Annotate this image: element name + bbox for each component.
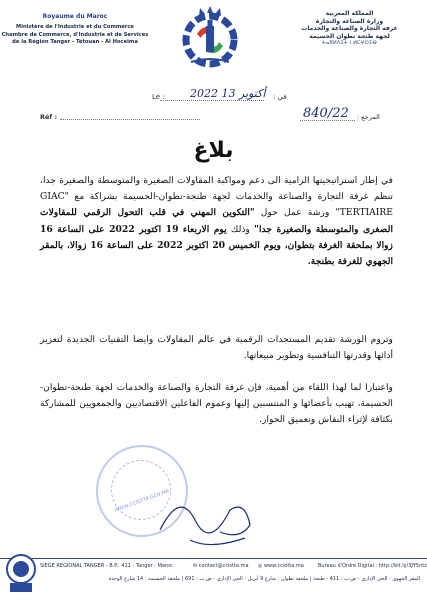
stamp-website-text: WWW.CCISTTA.GOV.MA — [113, 488, 171, 514]
ministry-ar: وزارة الصناعة والتجارة — [315, 17, 384, 25]
chamber-fr-line1: Chambre de Commerce, d'Industrie et de Services — [1, 32, 149, 39]
chamber-tifinagh: ⵜⴰⴳⵍⴷⵉⵜ ⵏ ⵍⵎⵖⵔⵉⴱ — [321, 40, 378, 47]
ref-label-fr: Réf : — [40, 113, 58, 121]
footer-email-text: contact@ccistta.ma — [198, 563, 249, 569]
header-right — [272, 10, 427, 48]
ref-label-ar: المرجع : — [357, 113, 380, 121]
chamber-logo — [173, 4, 248, 74]
globe-icon: ◎ — [258, 563, 263, 569]
workshop-title: "التكوين المهني في قلب التحول الرقمي للمقاولات الصغرى والمتوسطة والصغيرة جدا" — [40, 207, 393, 235]
signature — [150, 470, 270, 560]
mail-icon: ✉ — [193, 563, 198, 569]
document-title: بلاغ — [193, 138, 234, 163]
paragraph-1 — [40, 173, 393, 270]
footer-bureau: Bureau d'Ordre Digital : http://bit.ly/3JY5ntz — [318, 563, 427, 569]
ref-value-dotted-line — [300, 120, 355, 121]
chamber-ar-line1: غرفة التجارة والصناعة والخدمات — [301, 25, 398, 33]
paragraph-2: وتروم الورشة تقديم المستجدات الرقمية في عالم المقاولات وايضا التقنيات الجديدة لتعزيز أدائها وقدرتها التنافسية وتطوير مبيعاتها. — [40, 334, 393, 362]
ministry-fr: Ministère de l'Industrie et du Commerce — [16, 23, 134, 30]
certification-badge-icon — [4, 552, 38, 594]
paragraph-1-intro: في إطار استراتيجيتها الرامية الى دعم ومواكبة المقاولات الصغيرة والمتوسطة والصغيرة جدا، تنظم غرفة التجارة والصناعة والخدمات لجهة طنجة-تطوان-الحسيمة بشراكة مع "GIAC TERTIAIRE" ورشة عمل حول — [40, 175, 393, 219]
date-label-ar: في : — [273, 93, 287, 101]
chamber-ar-line2: لجهة طنجة تطوان الحسيمة — [309, 32, 390, 40]
footer-arabic-addresses: المقر الجهوي - الحي الإداري - ص.ب : 411 - طنجة | ملحقة تطوان : شارع 9 أبريل - الحي الإداري - ص.ب : 691 | ملحقة الحسيمة : 14 شارع الوحدة — [108, 576, 420, 582]
date-label-fr: Le : — [152, 93, 165, 101]
footer-siege: SIEGE REGIONAL TANGER - B.P.: 411 - Tanger - Maroc — [40, 563, 173, 569]
kingdom-ar: المملكة المغربية — [325, 10, 374, 17]
kingdom-fr: Royaume du Maroc — [42, 13, 108, 20]
date-dotted-line — [160, 100, 264, 101]
chamber-fr-line2: de la Région Tanger - Tétouan - Al Hoceima — [12, 38, 138, 45]
date-value: 2022 أكتوبر 13 — [190, 87, 266, 100]
paragraph-1-connector: وذلك — [226, 223, 255, 235]
footer-email[interactable] — [193, 563, 249, 569]
footer-website[interactable] — [258, 563, 304, 569]
footer-website-text: www.cciotta.ma — [263, 563, 304, 569]
header-left — [0, 14, 150, 45]
ref-value: 840/22 — [303, 106, 349, 121]
ref-dotted-line — [60, 119, 200, 120]
footer-divider — [0, 558, 427, 559]
workshop-schedule: يوم الاربعاء 19 اكتوبر 2022 على الساعة 16 زوالا بملحقة الغرفة بتطوان، ويوم الخميس 20 اكتوبر 2022 على الساعة 16 زوالا، بالمقر الجهوي للغرفة بطنجة. — [40, 223, 393, 268]
paragraph-3: واعتبارا لما لهذا اللقاء من أهمية، فإن غرفة التجارة والصناعة والخدمات لجهة طنجة-تطوان-الحسيمة، تهيب بأعضائها و المنتسبين إليها وعموم الفاعلين الاقتصاديين والجمعويين للمشاركة بكثافة لإثراء النقاش وتعميق الحوار. — [40, 382, 393, 426]
